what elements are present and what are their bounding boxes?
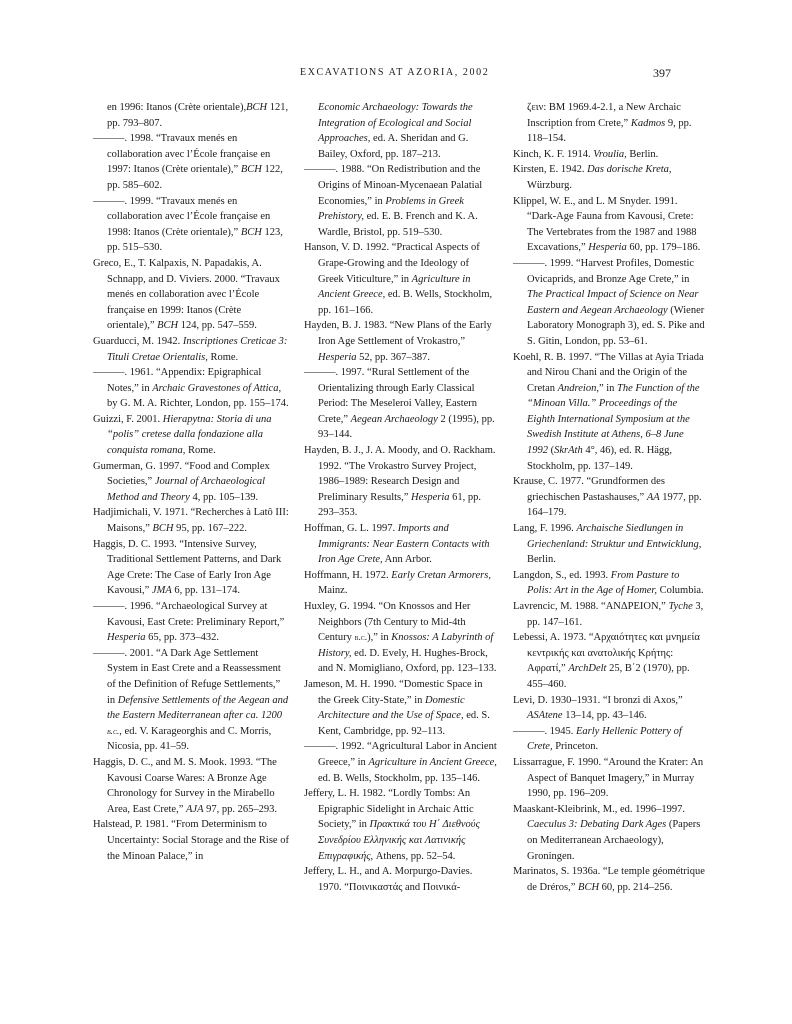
entry-title-italic: SkrAth [554,445,583,457]
entry-title-italic: Aegean Archaeology [350,413,438,425]
entry-text: Rome. [185,445,216,457]
bibliography-entry [304,864,497,895]
entry-title-italic: ArchDelt [568,663,607,675]
entry-text: 3, pp. 147–161. [527,601,704,628]
entry-text: Würzburg. [527,179,572,191]
entry-text: 4°, 46), ed. R. Hägg, Stockholm, pp. 137–149. [527,445,673,472]
entry-title-italic: AA [646,491,660,503]
entry-text: by G. M. A. Richter, London, pp. 155–174. [107,398,289,410]
entry-text: 61, pp. 293–353. [318,491,482,519]
bibliography-entry [93,334,289,365]
entry-title-italic: From Pasture to Polis: Art in the Age of Homer, [527,569,680,597]
bibliography-entry [513,599,706,630]
bibliography-entry [93,817,289,864]
bibliography-entry [304,786,497,864]
entry-title-italic: ASAtene [527,710,563,722]
entry-text: Ann Arbor. [382,554,432,566]
entry-text: b.c. [354,632,368,643]
entry-text: 65, pp. 373–432. [145,632,219,644]
entry-text: en 1996: Itanos (Crète orientale), [107,102,247,113]
entry-text: ———. 1997. “Rural Settlement of the Orientalizing through Early Classical Period: The Meseleroi Valley, Eastern Crete,” [304,367,478,425]
entry-text: Langdon, S., ed. 1993. [513,569,611,581]
entry-text: Haggis, D. C., and M. S. Mook. 1993. “The Kavousi Coarse Wares: A Bronze Age Chronology for Survey in the Mirabello Area, East Crete,” [93,756,277,815]
entry-text: (Wiener Laboratory Monograph 3), ed. S. Pike and S. Gitin, London, pp. 53–61. [527,304,705,347]
running-head [0,67,792,87]
entry-text: Greco, E., T. Kalpaxis, N. Papadakis, A. Schnapp, and D. Viviers. 2000. “Travaux menés en collaboration avec l’École française en 1999: Itanos (Crète orientale),” [93,257,280,332]
bibliography-entry [513,350,706,475]
bibliography-entry [304,443,497,521]
bibliography-entry [93,755,289,817]
entry-text: 6, pp. 131–174. [171,585,240,597]
bibliography-entry [513,474,706,521]
entry-text: Princeton. [552,741,599,753]
entry-text: ———. 2001. “A Dark Age Settlement System in East Crete and a Reassessment of the Definition of Refuge Settlements,” in [93,647,281,706]
bibliography-entry [304,739,497,786]
entry-title-italic: Domestic Architecture and the Use of Space, [318,694,465,722]
entry-title-italic: Hesperia [318,351,357,363]
entry-text: Huxley, G. 1994. “On Knossos and Her Neighbors (7th Century to Mid-4th Century [304,601,471,644]
entry-title-italic: Early Cretan Armorers, [391,569,491,581]
bibliography-entry [513,864,706,895]
bibliography-entry [93,459,289,506]
entry-title-italic: Πρακτικά του Η΄ Διεθνούς Συνεδρίου Ελληνικής και Λατινικής Επιγραφικής, [318,819,480,862]
bibliography-entry [93,599,289,646]
bibliography-entry [304,318,497,365]
entry-title-italic: Kadmos [630,117,666,129]
entry-text: Lavrencic, M. 1988. “ΑΝΔΡΕΙΟΝ,” [513,601,669,612]
entry-text: ———. 1999. “Travaux menés en collaboration avec l’École française en 1998: Itanos (Crète orientale),” [93,195,271,238]
bibliography-entry [93,131,289,193]
entry-text: Maaskant-Kleibrink, M., ed. 1996–1997. [513,803,686,815]
entry-text: Halstead, P. 1981. “From Determinism to Uncertainty: Social Storage and the Rise of the Minoan Palace,” in [93,819,289,862]
entry-text: ———. 1998. “Travaux menés en collaboration avec l’École française en 1997: Itanos (Crète orientale),” [93,133,271,176]
entry-text: ———. 1945. [513,725,576,737]
entry-text: Hadjimichali, V. 1971. “Recherches à Latô III: Maisons,” [93,507,289,535]
bibliography-entry [93,537,289,599]
entry-text: ed. S. Kent, Cambridge, pp. 92–113. [318,710,490,737]
entry-title-italic: BCH [246,102,268,113]
entry-title-italic: Hierapytna: Storia di una “polis” cretese dalla fondazione alla conquista romana, [107,413,272,457]
entry-title-italic: JMA [151,585,172,597]
entry-title-italic: BCH [578,881,600,893]
bibliography-entry [513,630,706,692]
entry-text: Levi, D. 1930–1931. “I bronzi di Axos,” [513,694,683,706]
entry-text: ———. 1961. “Appendix: Epigraphical Notes,” in [93,367,262,394]
entry-text: , ed. V. Karageorghis and C. Morris, Nicosia, pp. 41–59. [107,725,272,753]
entry-text: ed. D. Evely, H. Hughes-Brock, and N. Momigliano, Oxford, pp. 123–133. [318,647,497,675]
entry-text: ” in [598,382,618,394]
bibliography-entry [93,412,289,459]
entry-text: Berlin. [527,554,556,566]
entry-title-italic: Knossos: A Labyrinth of History, [318,632,494,659]
entry-text: ———. 1999. “Harvest Profiles, Domestic Ovicaprids, and Bronze Age Crete,” in [513,257,695,285]
bibliography-entry [93,365,289,412]
bibliography-entry [304,521,497,568]
page-number: 397 [653,66,671,80]
entry-text: Marinatos, S. 1936a. “Le temple géométrique de Dréros,” [513,866,705,893]
entry-title-italic: AJA [186,803,204,815]
bibliography-entry-continued [93,100,289,131]
entry-text: 13–14, pp. 43–146. [562,710,647,722]
bibliography-entry [304,568,497,599]
entry-text: 2 (1995), pp. 93–144. [318,413,495,441]
bibliography-entry [304,599,497,677]
entry-title-italic: Problems in Greek Prehistory, [318,195,464,223]
entry-title-italic: BCH [240,164,262,176]
entry-text: Hoffman, G. L. 1997. [304,523,398,535]
entry-title-italic: BCH [157,320,179,332]
entry-title-italic: BCH [240,226,262,238]
bibliography-entry [513,256,706,350]
entry-text: Hanson, V. D. 1992. “Practical Aspects of Grape-Growing and the Ideology of Greek Viticulture,” in [304,242,480,285]
entry-title-italic: b.c. [107,725,120,736]
bibliography-entry [513,724,706,755]
bibliography-entry [304,365,497,443]
entry-title-italic: Inscriptiones Creticae 3: Tituli Cretae Orientalis, [107,335,288,363]
entry-text: 123, pp. 515–530. [107,226,283,254]
entry-title-italic: The Practical Impact of Science on Near Eastern and Aegean Archaeology [527,289,699,316]
bibliography-entry [513,693,706,724]
entry-text: 1977, pp. 164–179. [527,491,702,519]
entry-title-italic: The Function of the “Minoan Villa.” Proceedings of the Eighth International Symposium at the Swedish Institute at Athens, 6–8 June 1992 [527,382,700,457]
entry-title-italic: Agriculture in Ancient Greece, [318,273,471,301]
entry-title-italic: Early Hellenic Pottery of Crete, [527,725,682,753]
entry-text: Kirsten, E. 1942. [513,164,588,176]
entry-title-italic: Das dorische Kreta, [587,164,672,176]
bibliography-column-2 [304,100,497,895]
entry-text: 60, pp. 179–186. [626,242,701,254]
entry-text: Mainz. [318,585,348,597]
entry-text: Jeffery, L. H. 1982. “Lordly Tombs: An Epigraphic Sidelight in Archaic Attic Society,” in [304,788,474,831]
entry-title-italic: Archaic Gravestones of Attica, [152,382,282,394]
entry-text: Jameson, M. H. 1990. “Domestic Space in the Greek City-State,” in [304,678,483,706]
entry-title-italic: Andreion, [557,382,599,394]
entry-title-italic: Journal of Archaeological Method and Theory [107,476,266,503]
entry-text: 121, pp. 793–807. [107,102,289,129]
bibliography-entry-continued [513,100,706,147]
entry-text: Lissarrague, F. 1990. “Around the Krater: An Aspect of Banquet Imagery,” in Murray 1990, pp. 196–209. [513,756,704,800]
entry-text: Athens, pp. 52–54. [373,850,456,862]
entry-title-italic: Economic Archaeology: Towards the Integration of Ecological and Social Approaches, [318,102,473,145]
entry-title-italic: Hesperia [107,632,146,644]
bibliography-entry [513,521,706,568]
entry-text: Columbia. [656,585,704,597]
bibliography-entry [513,802,706,864]
entry-text: ed. B. Wells, Stockholm, pp. 161–166. [318,289,493,316]
entry-title-italic: Imports and Immigrants: Near Eastern Contacts with Iron Age Crete, [318,523,490,566]
entry-text: Krause, C. 1977. “Grundformen des griechischen Pastashauses,” [513,476,665,503]
entry-text: Hoffmann, H. 1972. [304,569,392,581]
bibliography-column-1 [93,100,289,864]
bibliography-entry [513,147,706,163]
entry-text: Gumerman, G. 1997. “Food and Complex Societies,” [93,460,270,488]
bibliography-entry [513,568,706,599]
entry-title-italic: Defensive Settlements of the Aegean and the Eastern Mediterranean after ca. 1200 [107,694,289,722]
entry-text: Rome. [207,351,239,363]
entry-text: 97, pp. 265–293. [203,803,278,815]
entry-text: ed. A. Sheridan and G. Bailey, Oxford, pp. 187–213. [318,133,469,160]
entry-text: Klippel, W. E., and L. M Snyder. 1991. “Dark-Age Fauna from Kavousi, Crete: The Vertebrates from the 1987 and 1988 Excavations,” [513,195,697,254]
bibliography-entry-continued [304,100,497,162]
entry-text: Lebessi, A. 1973. “Αρχαιότητες και μνημεία κεντρικής και ανατολικής Κρήτης: Αφρατί,” [513,632,700,675]
entry-title-italic: Tyche [668,601,693,612]
entry-title-italic: Archaische Siedlungen in Griechenland: Struktur und Entwicklung, [527,523,702,550]
entry-text: 25, Β΄2 (1970), pp. 455–460. [527,663,690,690]
entry-text: Guizzi, F. 2001. [93,413,163,425]
entry-text: ———. 1988. “On Redistribution and the Origins of Minoan-Mycenaean Palatial Economies,” in [304,164,483,207]
bibliography-entry [513,162,706,193]
entry-title-italic: Hesperia [588,242,627,254]
entry-text: Haggis, D. C. 1993. “Intensive Survey, Traditional Settlement Patterns, and Dark Age Crete: The Case of Early Iron Age Kavousi,” [93,538,282,597]
entry-text: Koehl, R. B. 1997. “The Villas at Ayia Triada and Nirou Chani and the Origin of the Cretan [513,351,704,394]
entry-text: (Papers on Mediterranean Archaeology), Groningen. [527,819,701,862]
entry-text: Guarducci, M. 1942. [93,335,183,347]
entry-text: ed. E. B. French and K. A. Wardle, Bristol, pp. 519–530. [318,211,478,238]
entry-text: 95, pp. 167–222. [173,523,247,535]
entry-text: ———. 1992. “Agricultural Labor in Ancient Greece,” in [304,741,497,768]
entry-text: 60, pp. 214–256. [599,881,673,893]
entry-title-italic: BCH [152,523,174,535]
bibliography-entry [513,755,706,802]
bibliography-entry [513,194,706,256]
bibliography-entry [93,505,289,536]
running-title: EXCAVATIONS AT AZORIA, 2002 [300,67,490,78]
entry-text: ed. B. Wells, Stockholm, pp. 135–146. [318,772,481,784]
entry-text: 9, pp. 118–154. [527,117,692,145]
bibliography-entry [304,240,497,318]
entry-text: ( [548,445,555,457]
entry-title-italic: Hesperia [411,491,450,503]
entry-text: 122, pp. 585–602. [107,164,283,191]
entry-text: 4, pp. 105–139. [189,491,259,503]
entry-text: ζειν: BM 1969.4-2.1, a New Archaic Inscription from Crete,” [527,102,681,129]
entry-text: Hayden, B. J. 1983. “New Plans of the Early Iron Age Settlement of Vrokastro,” [304,320,492,347]
bibliography-entry [304,162,497,240]
entry-text: Kinch, K. F. 1914. [513,148,594,160]
entry-text: Hayden, B. J., J. A. Moody, and O. Rackham. 1992. “The Vrokastro Survey Project, 1986–1989: Research Design and Preliminary Results,” [304,445,496,503]
entry-title-italic: Agriculture in Ancient Greece, [368,756,497,768]
entry-text: Jeffery, L. H., and A. Morpurgo-Davies. 1970. “Ποινικαστάς and Ποινικά- [304,866,473,893]
entry-text: Lang, F. 1996. [513,523,577,535]
entry-text: 124, pp. 547–559. [178,320,257,332]
entry-text: 52, pp. 367–387. [356,351,430,363]
bibliography-entry [93,256,289,334]
entry-text: Berlin. [626,148,659,160]
entry-title-italic: Vroulia, [593,148,627,160]
bibliography-column-3 [513,100,706,895]
bibliography-entry [93,194,289,256]
bibliography-entry [93,646,289,755]
bibliography-entry [304,677,497,739]
entry-text: ———. 1996. “Archaeological Survey at Kavousi, East Crete: Preliminary Report,” [93,601,285,628]
entry-text: ),” in [367,632,392,644]
entry-title-italic: Caeculus 3: Debating Dark Ages [527,819,667,831]
